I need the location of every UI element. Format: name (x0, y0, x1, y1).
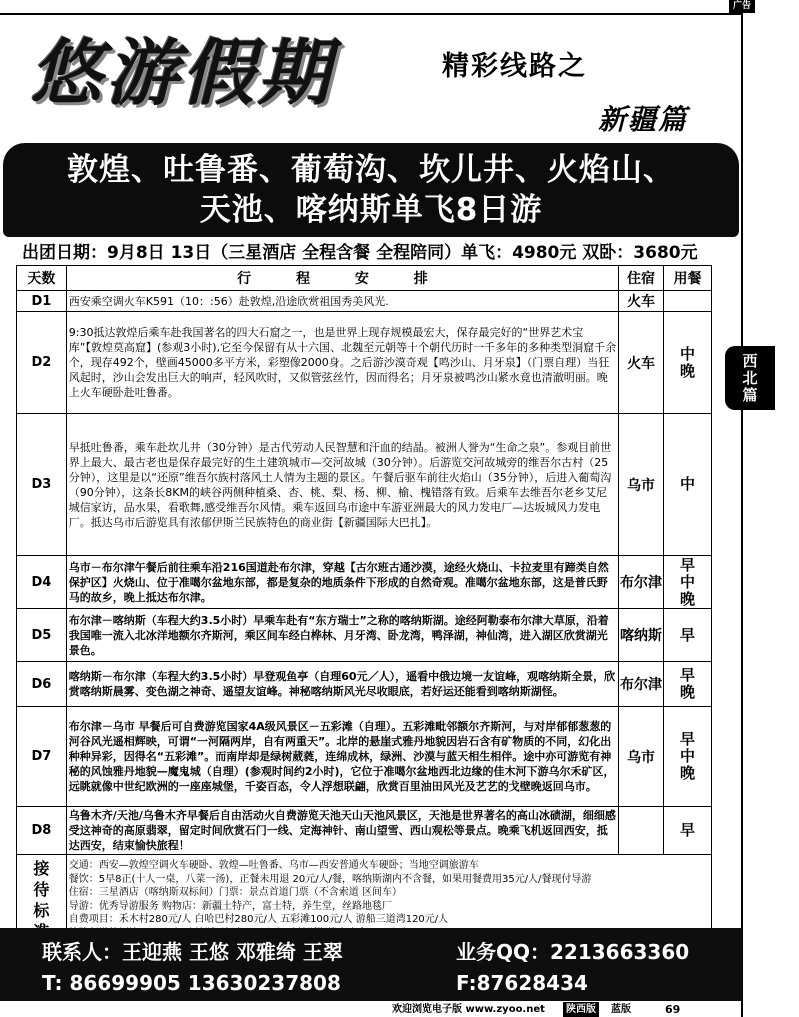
brand-logo-text: 悠游假期 (30, 30, 335, 115)
contact-fax: F:87628434 (456, 971, 588, 995)
headline-banner (3, 143, 739, 237)
header-stay: 住宿 (619, 266, 664, 291)
meal-cell: 早 中 晚 (664, 707, 712, 807)
plan-cell: 早抵吐鲁番，乘车赴坎儿井（30分钟）是古代劳动人民智慧和汗血的结晶。被洲人誉为“生命之泉”。参观目前世界上最大、最古老也是保存最完好的生土建筑城市—交河故城（30分钟）。后游览交河故城旁的维吾尔古村（25分钟），这里是以“还原”维吾尔族村落风土人情为主题的景区。午餐后驱车前往火焰山（35分钟），后进入葡萄沟（90分钟），这条长8KM的峡谷两侧种植桑、杏、桃、梨、杨、柳、榆、槐错落有致。后乘车去维吾尔老乡艾尼城信家访，品水果，看歌舞,感受维吾尔风情。乘车返回乌市途中车游亚洲最大的风力发电厂—达坂城风力发电厂。抵达乌市后游览具有浓郁伊斯兰民族特色的商业街【新疆国际大巴扎】。 (66, 414, 618, 556)
side-tab-char: 北 (742, 369, 758, 387)
meal-cell: 早 晚 (664, 662, 712, 707)
itinerary-table (16, 265, 712, 945)
right-rule (741, 13, 743, 1017)
header-meal: 用餐 (664, 266, 712, 291)
headline-line-1: 敦煌、吐鲁番、葡萄沟、坎儿井、火焰山、 (67, 152, 675, 188)
stay-cell: 喀纳斯 (619, 609, 664, 662)
top-rule (0, 13, 742, 15)
plan-cell: 布尔津－喀纳斯（车程大约3.5小时）早乘车赴有“东方瑞士”之称的喀纳斯湖。途经阿勒泰布尔津大草原，沿着我国唯一流入北冰洋地额尔齐斯河，乘区间车经白桦林、月牙湾、卧龙湾，鸭泽湖，神仙湾，进入湖区欣赏湖光景色。 (66, 609, 618, 662)
contact-phones: T: 86699905 13630237808 (42, 971, 341, 995)
footer-website[interactable]: 欢迎浏览电子版 www.zyoo.net (392, 1004, 545, 1015)
meal-cell: 中 晚 (664, 312, 712, 414)
note-line: 餐饮：5早8正(十人一桌，八菜一汤)，正餐未用退 20元/人/餐，喀纳斯湖内不含餐，如果用餐费用35元/人/餐现付导游 (68, 873, 592, 885)
contact-bar (0, 928, 742, 1001)
meal-cell: 早 中 晚 (664, 556, 712, 609)
note-line: 导游：优秀导游服务 购物店：新疆土特产，富士特，养生堂，丝路地毯厂 (68, 900, 392, 912)
stay-cell (619, 807, 664, 855)
side-tab-char: 西 (742, 352, 758, 370)
meal-cell: 早 (664, 807, 712, 855)
plan-cell: 西安乘空调火车K591（10：:56）赴敦煌,沿途欣赏祖国秀美风光. (66, 291, 618, 312)
stay-cell: 布尔津 (619, 556, 664, 609)
subtitle-region: 新疆篇 (598, 103, 689, 136)
contact-people: 联系人：王迎燕 王悠 邓雅绮 王翠 (42, 940, 343, 964)
table-row (17, 807, 712, 855)
meal-cell (664, 291, 712, 312)
day-cell: D5 (17, 609, 67, 662)
stay-cell: 火车 (619, 291, 664, 312)
notes-label: 接 待 标 (17, 855, 67, 945)
table-row (17, 312, 712, 414)
stay-cell: 乌市 (619, 707, 664, 807)
plan-cell: 乌鲁木齐/天池/乌鲁木齐早餐后自由活动火自费游览天池天山天池风景区，天池是世界著名的高山冰碛湖，细细感受这神奇的高原翡翠，留定时间欣赏石门一线、定海神针、南山望雪、西山观松等景点。晚乘飞机返回西安，抵达西安，结束愉快旅程！ (66, 807, 618, 855)
side-tab (725, 346, 775, 410)
ad-tag: 广告 (729, 0, 755, 13)
footer-edition: 陕西版 (563, 1002, 599, 1017)
departure-info: 出团日期：9月8日 13日（三星酒店 全程含餐 全程陪同）单飞：4980元 双卧：3680元 (22, 243, 698, 263)
stay-cell: 乌市 (619, 414, 664, 556)
page-number: 69 (665, 1003, 681, 1016)
meal-cell: 早 (664, 609, 712, 662)
note-line: 交通：西安—敦煌空调火车硬卧、敦煌—吐鲁番、乌市—西安普通火车硬卧；当地空调旅游车 (68, 860, 479, 871)
meal-cell: 中 (664, 414, 712, 556)
table-row (17, 662, 712, 707)
side-tab-char: 篇 (742, 386, 758, 404)
table-row (17, 707, 712, 807)
day-cell: D1 (17, 291, 67, 312)
stay-cell: 布尔津 (619, 662, 664, 707)
footer-color-edition: 蓝版 (611, 1004, 631, 1015)
day-cell: D7 (17, 707, 67, 807)
day-cell: D4 (17, 556, 67, 609)
note-line: 自费项目：禾木村280元/人 白哈巴村280元/人 五彩滩100元/人 游船三道湾120元/人 (68, 914, 449, 925)
subtitle: 精彩线路之 (442, 51, 587, 82)
note-line: 住宿：三星酒店（喀纳斯双标间）门票：景点首道门票（不含索道 区间车） (68, 887, 402, 898)
table-header-row (17, 266, 712, 291)
table-row (17, 414, 712, 556)
plan-cell: 乌市－布尔津午餐后前往乘车沿216国道赴布尔津，穿越【古尔班古通沙漠，途经火烧山、卡拉麦里有蹄类自然保护区】火烧山、位于准噶尔盆地东部，都是复杂的地质条件下形成的自然奇观。准噶尔盆地东部，这是普氏野马的故乡，晚上抵达布尔津。 (66, 556, 618, 609)
plan-cell: 喀纳斯－布尔津（车程大约3.5小时）早登观鱼亭（自理60元／人），遥看中俄边境一友谊峰，观喀纳斯全景，欣赏喀纳斯晨雾、变色湖之神奇、遥望友谊峰。神秘喀纳斯风光尽收眼底，若好运还能看到喀纳斯湖怪。 (66, 662, 618, 707)
footer (0, 1002, 742, 1017)
header-day: 天数 (17, 266, 67, 291)
day-cell: D6 (17, 662, 67, 707)
stay-cell: 火车 (619, 312, 664, 414)
day-cell: D2 (17, 312, 67, 414)
brand-logo (30, 30, 430, 116)
day-cell: D3 (17, 414, 67, 556)
table-row (17, 556, 712, 609)
table-row (17, 609, 712, 662)
contact-qq: 业务QQ：2213663360 (456, 940, 690, 964)
headline-line-2: 天池、喀纳斯单飞8日游 (199, 192, 543, 228)
plan-cell: 布尔津－乌市 早餐后可自费游览国家4A级风景区－五彩滩（自理）。五彩滩毗邻额尔齐斯河，与对岸郁郁葱葱的河谷风光遥相辉映，可谓“一河隔两岸，自有两重天”。北岸的悬崖式雅丹地貌因岩石含有矿物质的不同，幻化出种种异彩，因得名“五彩滩”。而南岸却是绿树葳蕤，连绵成林，绿洲、沙漠与蓝天相生相伴。途中亦可游览有神秘的风蚀雅丹地貌—魔鬼城（自理）(参观时间约2小时)，它位于准噶尔盆地西北边缘的佳木河下游乌尔禾矿区，远眺就像中世纪欧洲的一座座城堡，千姿百态，令人浮想联翩，欣赏百里油田风光及艺艺的戈壁晚返回乌市。 (66, 707, 618, 807)
day-cell: D8 (17, 807, 67, 855)
header-plan: 行 程 安 排 (66, 266, 618, 291)
table-row (17, 291, 712, 312)
plan-cell: 9:30抵达敦煌后乘车赴我国著名的四大石窟之一，也是世界上现存规模最宏大，保存最完好的“世界艺术宝库”【敦煌莫高窟】(参观3小时),它至今保留有从十六国、北魏至元朝等十个朝代历时一千多年的多种类型洞窟千余个，现存492个，壁画45000多平方米，彩塑像2000身。之后游沙漠奇观【鸣沙山、月牙泉】（门票自理）当狂风起时，沙山会发出巨大的响声，轻风吹时，又似管弦丝竹，因而得名；月牙泉被鸣沙山紧水竟也清澈明丽。晚上火车硬卧赴吐鲁番。 (66, 312, 618, 414)
